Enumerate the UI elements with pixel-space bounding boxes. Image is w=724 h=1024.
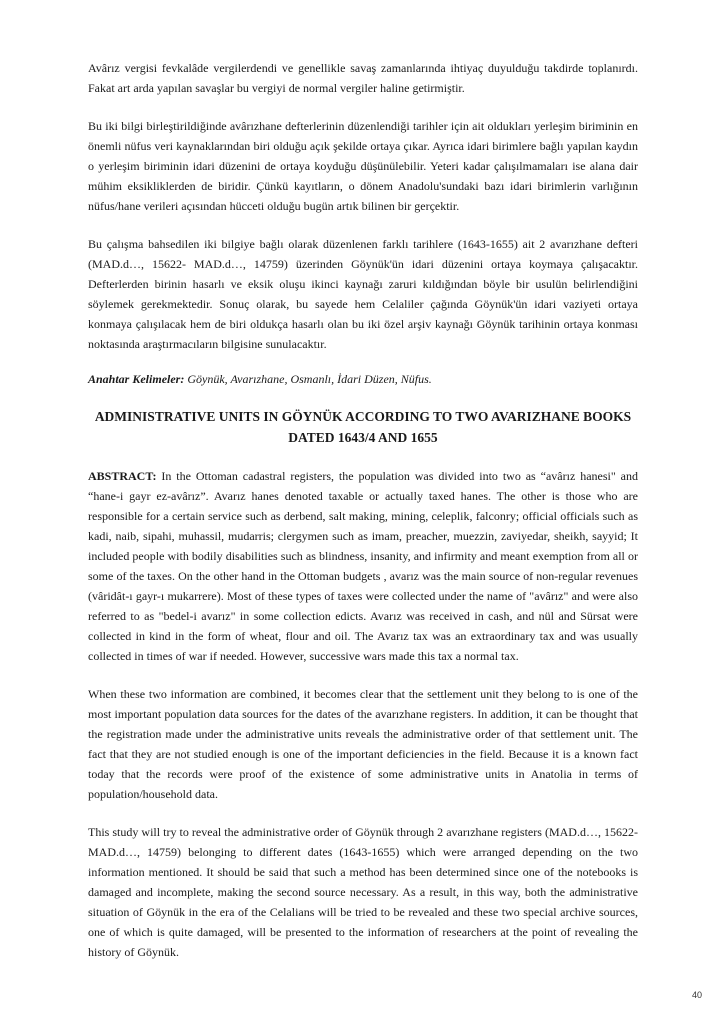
turkish-paragraph-1: Avârız vergisi fevkalâde vergilerdendi ve genellikle savaş zamanlarında ihtiyaç duyulduğu takdirde toplanırdı. Fakat art arda yapılan savaşlar bu vergiyi de normal vergiler haline getirmiştir. — [88, 61, 638, 95]
keywords-values: Göynük, Avarızhane, Osmanlı, İdari Düzen, Nüfus. — [187, 372, 432, 386]
keywords-label: Anahtar Kelimeler: — [88, 372, 185, 386]
abstract-paragraph — [88, 466, 638, 666]
abstract-text: In the Ottoman cadastral registers, the population was divided into two as “avârız hanesi" and “hane-i gayr ez-avârız”. Avarız hanes denoted taxable or actually taxed hanes. The other is those who are responsible for a certain service such as derbend, salt making, mining, celeplik, falconry; official officials such as kadi, naib, sipahi, muhassil, mudarris; clergymen such as imam, preacher, muezzin, zaviyedar, sheikh, sayyid; It included people with bodily disabilities such as blindness, insanity, and infirmity and meant exemption from all or some of the taxes. On the other hand in the Ottoman budgets , avarız was the main source of non-regular revenues (vâridât-ı gayr-ı mukarrere). Most of these types of taxes were collected under the name of "avârız" and were also referred to as "bedel-i avarız" in some collection edicts. Avarız was received in cash, and nül and Sürsat were collected in kind in the form of wheat, flour and oil. The Avarız tax was an extraordinary tax and was usually collected in times of war if needed. However, successive wars made this tax a normal tax. — [88, 469, 638, 663]
english-paragraph-3: This study will try to reveal the administrative order of Göynük through 2 avarızhane registers (MAD.d…, 15622-MAD.d…, 14759) belonging to different dates (1643-1655) which were arranged depending on the two information mentioned. It should be said that such a method has been determined since one of the notebooks is damaged and incomplete, making the second source necessary. As a result, in this way, both the administrative situation of Göynük in the era of the Celalians will be tried to be revealed and these two special archive sources, one of which is quite damaged, will be presented to the information of researchers at the point of revealing the history of Göynük. — [88, 825, 638, 959]
keywords-line — [88, 370, 638, 388]
english-paragraph-2: When these two information are combined, it becomes clear that the settlement unit they belong to is one of the most important population data sources for the dates of the avarızhane registers. In addition, it can be thought that the registration made under the administrative units reveals the administrative order of that settlement unit. The fact that they are not studied enough is one of the important deficiencies in the field. Because it is a known fact today that the records were proof of the existence of some administrative units in Anatolia in terms of population/household data. — [88, 687, 638, 801]
article-body — [88, 58, 638, 962]
page-number: 40 — [691, 990, 702, 1000]
abstract-label: ABSTRACT: — [88, 469, 157, 483]
turkish-paragraph-2: Bu iki bilgi birleştirildiğinde avârızhane defterlerinin düzenlendiği tarihler için ait oldukları yerleşim biriminin en önemli nüfus veri kaynaklarından biri olduğu açık şekilde ortaya çıkar. Ayrıca idari birimlere bağlı yapılan kaydın o yerleşim biriminin idari düzenini de ortaya koyduğu düşünülebilir. Yeteri kadar çalışılmamaları ise alana dair mühim eksikliklerden de biridir. Çünkü kayıtların, o dönem Anadolu'sundaki bazı idari birimlerin varlığının nüfus/hane verileri açısından hücceti olduğu bugün artık bilinen bir gerçektir. — [88, 119, 638, 213]
turkish-paragraph-3: Bu çalışma bahsedilen iki bilgiye bağlı olarak düzenlenen farklı tarihlere (1643-1655) ait 2 avarızhane defteri (MAD.d…, 15622- MAD.d…, 14759) üzerinden Göynük'ün idari düzenini ortaya koymaya çalışacaktır. Defterlerden birinin hasarlı ve eksik oluşu ikinci kaynağı zaruri kıldığından böyle bir usulün belirlendiğini söylemek gerekmektedir. Sonuç olarak, bu sayede hem Celaliler çağında Göynük'ün idari vaziyeti ortaya konmaya çalışılacak hem de biri oldukça hasarlı olan bu iki özel arşiv kaynağı Göynük tarihinin ortaya konması noktasında araştırmacıların bilgisine sunulacaktır. — [88, 237, 638, 351]
english-title: ADMINISTRATIVE UNITS IN GÖYNÜK ACCORDING TO TWO AVARIZHANE BOOKS DATED 1643/4 AND 1655 — [94, 409, 632, 445]
